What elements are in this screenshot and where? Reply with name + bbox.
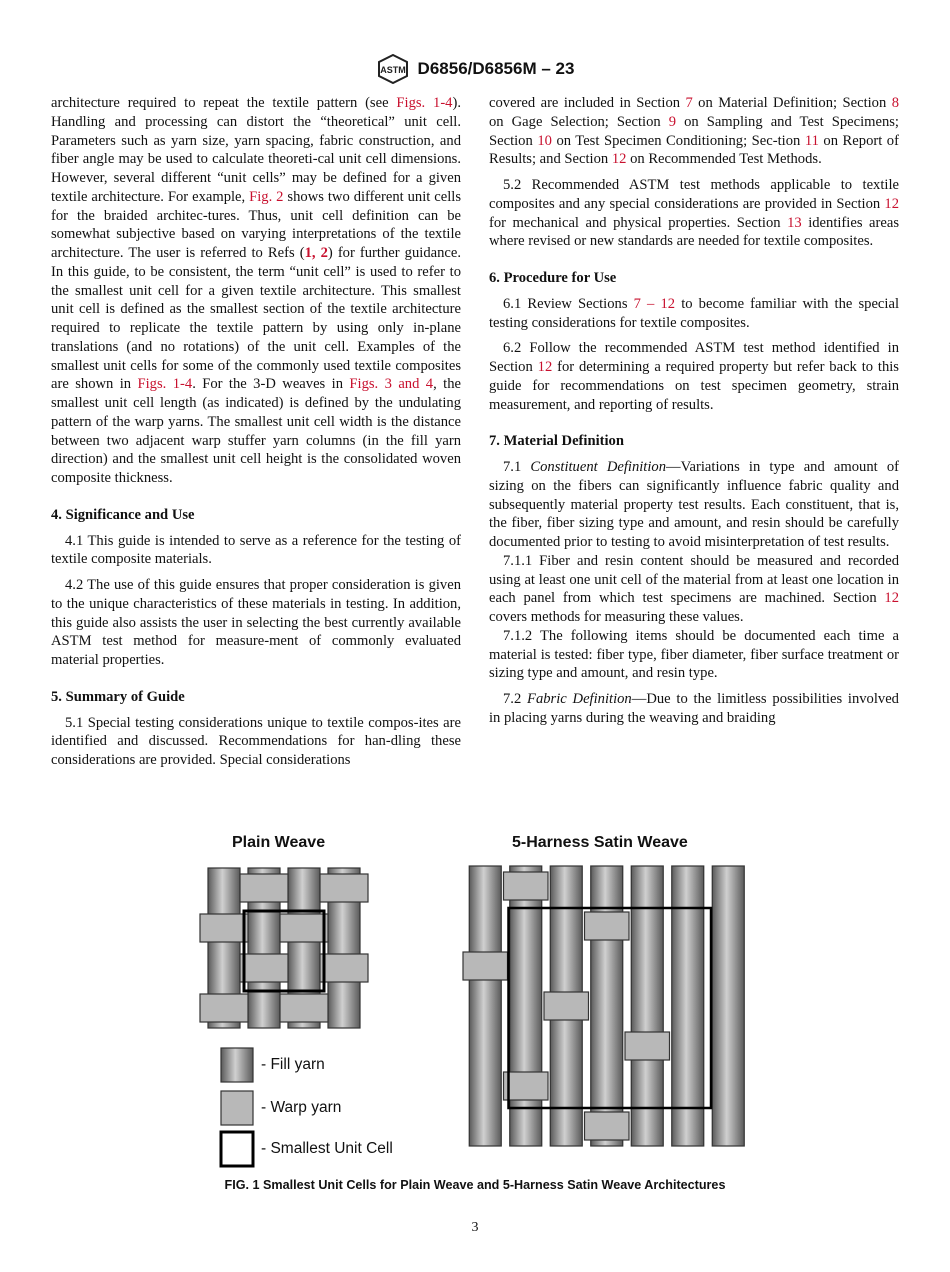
page-number: 3 [471, 1220, 479, 1235]
paragraph-7-1-1: 7.1.1 Fiber and resin content should be measured and recorded using at least one unit cell of the material from at least one location in each panel from which test specimens are machined. Section 12 covers methods for measuring these values. [489, 552, 899, 625]
warp-yarn [585, 1112, 630, 1140]
paragraph-6-2: 6.2 Follow the recommended ASTM test method identified in Section 12 for determining a required property but refer back to this guide for recommendations on test specimen geometry, strain measurement, and reporting of results. [489, 340, 899, 413]
paragraph-4-2: 4.2 The use of this guide ensures that proper consideration is given to the unique characteristics of these materials in testing. In addition, this guide also assists the user in selecting the best currently available ASTM test method for measure-ment of commonly evaluated material properties. [51, 577, 461, 668]
satin-weave-title: 5-Harness Satin Weave [512, 834, 688, 851]
warp-yarn [585, 912, 630, 940]
legend-fill-swatch [221, 1048, 253, 1082]
fig-2-link[interactable]: Fig. 2 [249, 188, 284, 205]
paragraph-5-1-cont: covered are included in Section 7 on Material Definition; Section 8 on Gage Selection; Section 9 on Sampling and Test Specimens; Section 10 on Test Specimen Conditioning; Sec-tion 11 on Report of Results; and Section 12 on Recommended Test Methods. [489, 95, 899, 168]
section-12-link-3[interactable]: 12 [537, 359, 553, 375]
section-6-heading: 6. Procedure for Use [489, 270, 617, 286]
figs-3-4-link[interactable]: Figs. 3 and 4 [349, 376, 434, 393]
warp-yarn [280, 994, 328, 1022]
paragraph-7-2: 7.2 Fabric Definition—Due to the limitless possibilities involved in placing yarns during the weaving and braiding [489, 691, 899, 726]
warp-yarn [200, 914, 248, 942]
legend-cell-swatch [221, 1132, 253, 1166]
legend-warp-label: - Warp yarn [261, 1099, 342, 1116]
warp-yarn [240, 954, 288, 982]
section-4-heading: 4. Significance and Use [51, 506, 195, 523]
warp-yarn [504, 1072, 549, 1100]
warp-yarn [200, 994, 248, 1022]
sections-7-12-link[interactable]: 7 – 12 [633, 295, 676, 312]
legend-cell-label: - Smallest Unit Cell [261, 1140, 393, 1157]
legend-fill-label: - Fill yarn [261, 1056, 325, 1073]
section-7-heading: 7. Material Definition [489, 433, 624, 450]
section-12-link-4[interactable]: 12 [884, 590, 899, 607]
fill-yarn [712, 866, 744, 1146]
warp-yarn [463, 952, 508, 980]
legend [221, 1048, 253, 1166]
page-header [0, 54, 950, 84]
warp-yarn [544, 992, 589, 1020]
satin-weave-diagram [463, 866, 744, 1146]
warp-yarn [320, 954, 368, 982]
figure-caption: FIG. 1 Smallest Unit Cells for Plain Weave and 5-Harness Satin Weave Architectures [224, 1178, 726, 1192]
section-12-link-2[interactable]: 12 [884, 195, 899, 212]
section-12-link[interactable]: 12 [611, 151, 627, 168]
warp-yarn [320, 874, 368, 902]
legend-warp-swatch [221, 1091, 253, 1125]
section-9-link[interactable]: 9 [668, 113, 677, 130]
paragraph-5-2: 5.2 Recommended ASTM test methods applicable to textile composites and any special considerations are provided in Section 12 for mechanical and physical properties. Section 13 identifies areas where revised or new standards are needed for textile composites. [489, 177, 899, 250]
right-column [489, 94, 899, 728]
paragraph-unit-cell: architecture required to repeat the textile pattern (see Figs. 1-4). Handling and processing can distort the “theoretical” unit cell. Parameters such as yarn size, yarn spacing, fabric construction, and fiber angle may be used to calculate theoreti-cal unit cell dimensions. However, several different “unit cells” may be defined for a given textile architecture. For example, Fig. 2 shows two different unit cells for the braided architec-tures. Thus, unit cell definition can be somewhat subjective based on varying interpretations of the textile architecture. The user is referred to Refs (1, 2) for further guidance. In this guide, to be consistent, the term “unit cell” is used to refer to the smallest unit cell for a given textile architecture. This smallest unit cell is defined as the smallest section of the textile architecture required to replicate the textile pattern by using only in-plane translations (and no rotations) of the unit cell. Examples of the smallest unit cells for some of the commonly used textile composites are shown in Figs. 1-4. For the 3-D weaves in Figs. 3 and 4, the smallest unit cell length (as indicated) is defined by the undulating pattern of the warp yarns. The smallest unit cell width is the distance between two adjacent warp stuffer yarn columns (in the fill yarn direction) and the smallest unit cell height is the consolidated woven composite thickness. [51, 95, 462, 486]
section-10-link[interactable]: 10 [537, 132, 552, 149]
left-column [51, 94, 461, 770]
section-7-link[interactable]: 7 [685, 95, 693, 111]
figs-1-4-link-2[interactable]: Figs. 1-4 [137, 376, 193, 393]
figs-1-4-link[interactable]: Figs. 1-4 [396, 95, 453, 111]
plain-weave-diagram [200, 868, 368, 1028]
paragraph-6-1: 6.1 Review Sections 7 – 12 to become familiar with the special testing considerations for textile composites. [489, 295, 900, 331]
astm-logo-icon [376, 54, 410, 84]
svg-text:ASTM: ASTM [379, 65, 406, 75]
paragraph-7-1-2: 7.1.2 The following items should be documented each time a material is tested: fiber type, fiber diameter, fiber surface treatment or sizing type and amount, and resin type. [489, 627, 899, 682]
plain-weave-title: Plain Weave [232, 834, 326, 851]
section-13-link[interactable]: 13 [787, 214, 802, 231]
warp-yarn [240, 874, 288, 902]
document-id: D6856/D6856M – 23 [417, 59, 575, 78]
section-11-link[interactable]: 11 [804, 132, 819, 149]
paragraph-5-1: 5.1 Special testing considerations unique to textile compos-ites are identified and discussed. Recommendations for han-dling these considerations are provided. Special considerations [51, 714, 461, 768]
paragraph-7-1: 7.1 Constituent Definition—Variations in type and amount of sizing on the fibers can significantly influence fabric quality and subsequently material property test results. Each constituent, that is, the fiber, fiber sizing type and amount, and resin should be carefully documented prior to testing to avoid misinterpretation of test results. [489, 459, 899, 550]
refs-link[interactable]: 1, 2 [304, 245, 328, 261]
warp-yarn [625, 1032, 670, 1060]
section-5-heading: 5. Summary of Guide [51, 688, 185, 705]
figure-1 [195, 828, 755, 1173]
warp-yarn [504, 872, 549, 900]
weave-diagram [195, 828, 755, 1173]
paragraph-4-1: 4.1 This guide is intended to serve as a reference for the testing of textile composite materials. [51, 532, 461, 568]
section-8-link[interactable]: 8 [891, 95, 899, 111]
fill-yarn [469, 866, 501, 1146]
warp-yarn [280, 914, 328, 942]
